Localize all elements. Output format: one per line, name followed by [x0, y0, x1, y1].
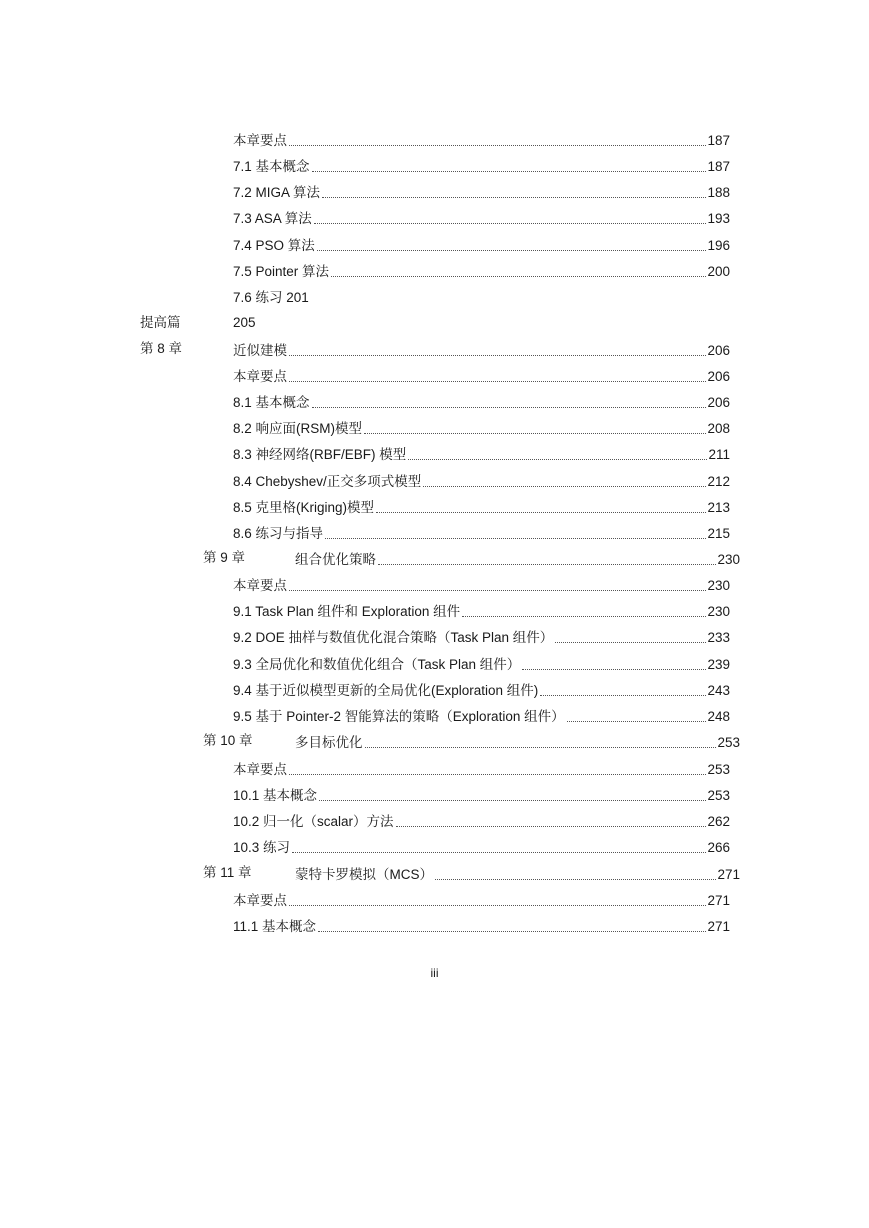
chapter-number: 第 11 章 [203, 865, 252, 880]
toc-entry [233, 627, 730, 647]
leader-dots [325, 537, 706, 539]
toc-entry-page: 193 [707, 211, 730, 226]
toc-entry-label: 9.3 全局优化和数值优化组合（Task Plan 组件） [233, 657, 521, 672]
toc-entry [233, 182, 730, 202]
toc-entry-label: 9.4 基于近似模型更新的全局优化(Exploration 组件) [233, 683, 539, 698]
toc-entry-page: 200 [707, 264, 730, 279]
leader-dots [317, 249, 707, 251]
toc-entry [233, 916, 730, 936]
toc-entry [233, 156, 730, 176]
toc-entry-label: 本章要点 [233, 578, 287, 593]
toc-entry-page: 271 [707, 919, 730, 934]
leader-dots [396, 825, 707, 827]
leader-dots [312, 406, 707, 408]
toc-entry-page: 248 [707, 709, 730, 724]
leader-dots [314, 222, 707, 224]
toc-entry-page: 266 [707, 840, 730, 855]
toc-entry-page: 213 [707, 500, 730, 515]
toc-entry-label: 8.1 基本概念 [233, 395, 310, 410]
toc-entry [233, 759, 730, 779]
leader-dots [331, 275, 706, 277]
toc-entry-label: 8.4 Chebyshev/正交多项式模型 [233, 474, 422, 489]
toc-entry [233, 654, 730, 674]
toc-chapter [203, 549, 740, 569]
toc-entry [233, 706, 730, 726]
toc-chapter [203, 864, 740, 884]
toc-entry-label: 多目标优化 [295, 735, 363, 750]
toc-entry-label: 10.2 归一化（scalar）方法 [233, 814, 394, 829]
leader-dots [289, 773, 706, 775]
toc-entry-page: 187 [707, 133, 730, 148]
toc-entry-page: 208 [707, 421, 730, 436]
toc-entry-label: 本章要点 [233, 893, 287, 908]
toc-entry-page: 271 [717, 867, 740, 882]
leader-dots [292, 851, 706, 853]
toc-entry [233, 444, 730, 464]
toc-entry-label: 9.2 DOE 抽样与数值优化混合策略（Task Plan 组件） [233, 630, 554, 645]
toc-entry-page: 239 [707, 657, 730, 672]
toc-entry-label: 10.3 练习 [233, 840, 291, 855]
chapter-number: 第 8 章 [140, 341, 183, 356]
leader-dots [365, 746, 717, 748]
toc-entry [233, 235, 730, 255]
leader-dots [319, 799, 706, 801]
leader-dots [289, 354, 706, 356]
toc-entry-label: 7.2 MIGA 算法 [233, 185, 321, 200]
toc-entry-page: 253 [707, 788, 730, 803]
toc-entry-label: 9.1 Task Plan 组件和 Exploration 组件 [233, 604, 461, 619]
leader-dots [462, 615, 706, 617]
toc-entry-label: 7.1 基本概念 [233, 159, 310, 174]
leader-dots [322, 196, 706, 198]
toc-entry [233, 418, 730, 438]
toc-entry [233, 208, 730, 228]
page-number: iii [430, 966, 439, 980]
leader-dots [364, 432, 706, 434]
toc-entry-label: 组合优化策略 [295, 552, 376, 567]
toc-entry-page: 271 [707, 893, 730, 908]
leader-dots [567, 720, 707, 722]
toc-entry-page: 211 [708, 447, 730, 462]
toc-entry-page: 230 [707, 578, 730, 593]
leader-dots [289, 144, 706, 146]
chapter-number: 第 9 章 [203, 550, 246, 565]
leader-dots [435, 878, 716, 880]
toc-entry-page: 206 [707, 369, 730, 384]
toc-entry-label: 本章要点 [233, 133, 287, 148]
leader-dots [378, 563, 716, 565]
leader-dots [289, 904, 706, 906]
toc-entry [233, 130, 730, 150]
leader-dots [289, 380, 706, 382]
toc-entry-page: 206 [707, 395, 730, 410]
toc-entry-label: 近似建模 [233, 343, 287, 358]
leader-dots [408, 458, 707, 460]
toc-entry [233, 680, 730, 700]
toc-entry [233, 785, 730, 805]
leader-dots [423, 485, 706, 487]
leader-dots [289, 589, 706, 591]
toc-entry-page: 206 [707, 343, 730, 358]
toc-entry [233, 601, 730, 621]
toc-entry [233, 261, 730, 281]
toc-entry [233, 497, 730, 517]
leader-dots [540, 694, 706, 696]
toc-entry-label: 本章要点 [233, 762, 287, 777]
toc-entry-page: 212 [707, 474, 730, 489]
toc-entry-label: 11.1 基本概念 [233, 919, 317, 934]
toc-entry-page: 253 [707, 762, 730, 777]
toc-entry-page: 230 [717, 552, 740, 567]
part-page: 205 [233, 315, 256, 330]
toc-entry-page: 233 [707, 630, 730, 645]
toc-entry [233, 523, 730, 543]
toc-entry-page: 196 [707, 238, 730, 253]
leader-dots [555, 641, 706, 643]
toc-entry-label: 蒙特卡罗模拟（MCS） [295, 867, 433, 882]
toc-entry-label: 10.1 基本概念 [233, 788, 318, 803]
toc-entry [233, 811, 730, 831]
toc-chapter [140, 340, 730, 360]
toc-entry-page: 243 [707, 683, 730, 698]
toc-entry [233, 890, 730, 910]
toc-entry-label: 9.5 基于 Pointer-2 智能算法的策略（Exploration 组件） [233, 709, 565, 724]
toc-entry-page: 187 [707, 159, 730, 174]
leader-dots [318, 930, 706, 932]
toc-entry-label: 本章要点 [233, 369, 287, 384]
toc-entry-page: 188 [707, 185, 730, 200]
toc-entry [233, 837, 730, 857]
leader-dots [376, 511, 706, 513]
toc-entry-label: 7.5 Pointer 算法 [233, 264, 330, 279]
leader-dots [522, 668, 706, 670]
toc-entry-label: 7.3 ASA 算法 [233, 211, 312, 226]
toc-entry [233, 575, 730, 595]
toc-entry-label: 8.2 响应面(RSM)模型 [233, 421, 363, 436]
toc-entry-page: 262 [707, 814, 730, 829]
toc-entry-label: 7.4 PSO 算法 [233, 238, 315, 253]
toc-entry-page: 215 [707, 526, 730, 541]
toc-entry [233, 392, 730, 412]
toc-entry-label: 8.3 神经网络(RBF/EBF) 模型 [233, 447, 407, 462]
toc-entry-page: 230 [707, 604, 730, 619]
leader-dots [312, 170, 707, 172]
toc-entry-page: 253 [717, 735, 740, 750]
toc-entry [233, 287, 730, 307]
part-heading: 提高篇 [140, 315, 181, 330]
toc-entry-label: 7.6 练习 201 [233, 290, 309, 305]
toc-entry [233, 366, 730, 386]
toc-entry-label: 8.6 练习与指导 [233, 526, 324, 541]
toc-chapter [203, 732, 740, 752]
toc-entry-label: 8.5 克里格(Kriging)模型 [233, 500, 375, 515]
chapter-number: 第 10 章 [203, 733, 253, 748]
toc-entry [233, 471, 730, 491]
